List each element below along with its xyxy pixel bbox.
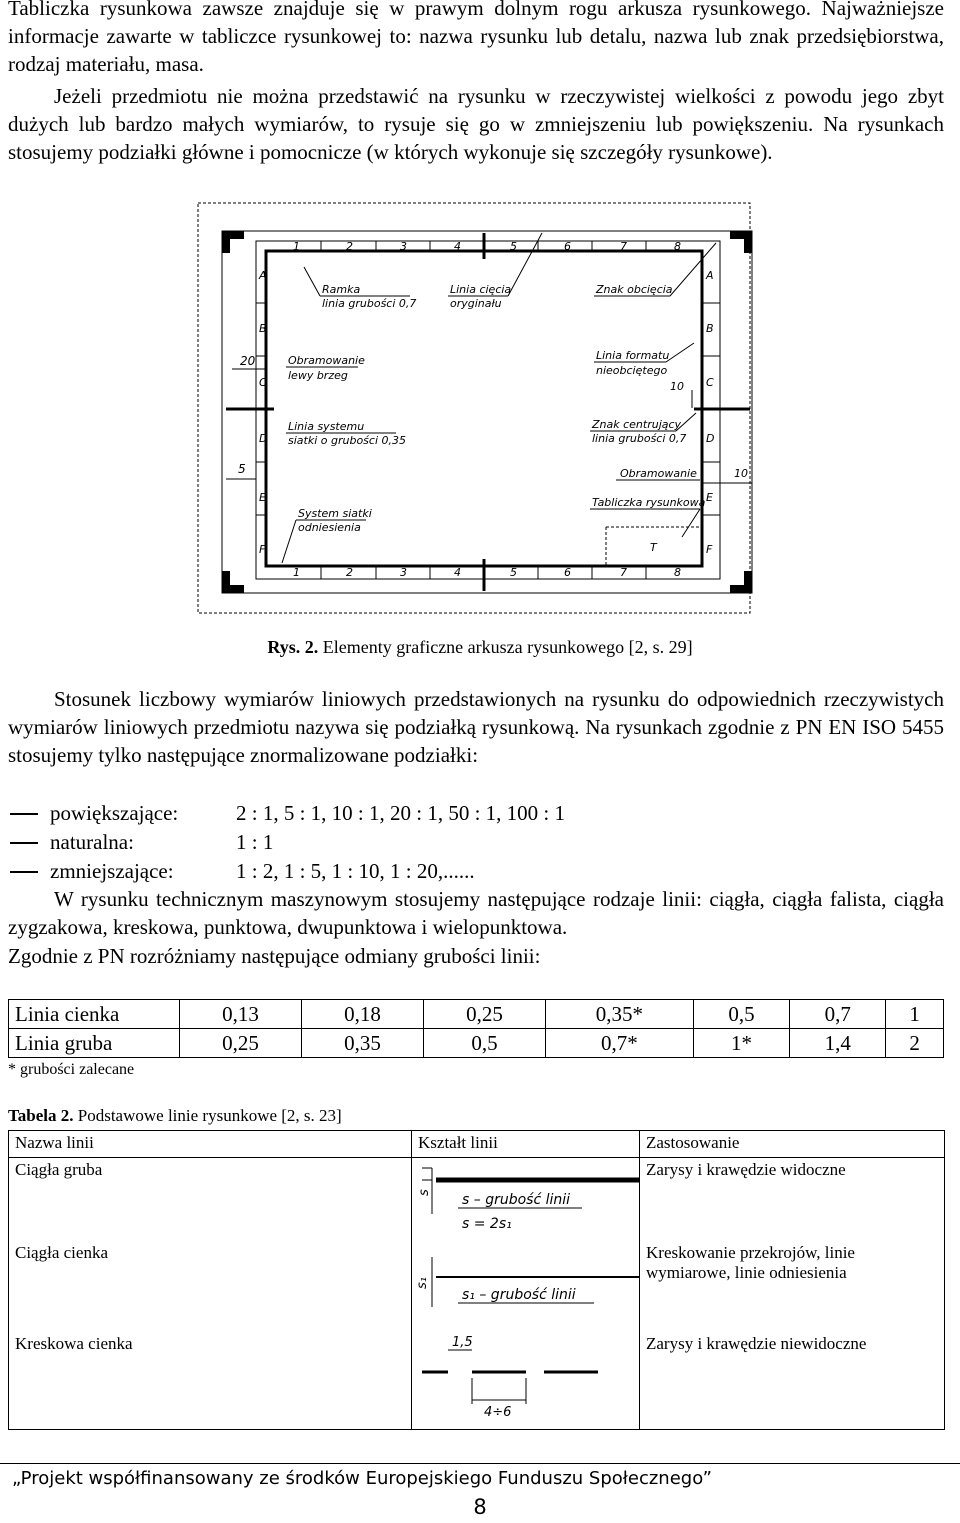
grid-row-d: D	[259, 432, 268, 445]
table-footnote: * grubości zalecane	[8, 1061, 135, 1078]
label-linia-systemu-2: siatki o grubości 0,35	[288, 434, 407, 447]
grid-col-5-bottom: 5	[510, 566, 517, 579]
grid-col-1: 1	[293, 240, 300, 253]
grid-row-c: C	[259, 376, 267, 389]
table-cell: 0,5	[424, 1029, 546, 1058]
header-line-shape: Kształt linii	[412, 1131, 640, 1158]
table-cell: 1,4	[790, 1029, 886, 1058]
line-shape-cell	[412, 1158, 640, 1242]
table-caption-label: Tabela 2.	[8, 1106, 74, 1125]
thin-line-sample	[412, 1241, 639, 1327]
label-linia-ciecia-2: oryginału	[450, 297, 502, 310]
scale-values: 1 : 2, 1 : 5, 1 : 10, 1 : 20,......	[236, 859, 475, 883]
grid-row-d-right: D	[706, 432, 715, 445]
grid-col-7: 7	[620, 240, 627, 253]
dash-bullet	[10, 813, 38, 815]
paragraph-scale-intro: Jeżeli przedmiotu nie można przedstawić na rysunku w rzeczywistej wielkości z powodu jego zbyt dużych lub bardzo małych wymiarów, to rysuje się go w zmniejszeniu lub powiększeniu. Na rysunkach stosujemy podziałki główne i pomocnicze (w których wykonuje się szczegóły rysunkowe).	[8, 84, 944, 164]
grid-column-labels-bottom	[293, 566, 681, 579]
label-obramowanie-lewy: Obramowanie	[288, 354, 365, 367]
grid-row-e: E	[259, 491, 266, 504]
table-row	[9, 1241, 945, 1332]
grid-col-6-bottom: 6	[564, 566, 571, 579]
table-row	[9, 1158, 945, 1242]
line-usage: Kreskowanie przekrojów, linie wymiarowe, linie odniesienia	[640, 1241, 945, 1332]
grid-row-a: A	[259, 269, 267, 282]
grid-row-f-right: F	[706, 543, 713, 556]
grid-col-6: 6	[564, 240, 571, 253]
label-linia-formatu-2: nieobciętego	[596, 364, 668, 377]
table-cell: 2	[886, 1029, 944, 1058]
grid-row-c-right: C	[706, 376, 714, 389]
paragraph-scale-definition: Stosunek liczbowy wymiarów liniowych przedstawionych na rysunku do odpowiednich rzeczywistych wymiarów liniowych przedmiotu nazywa się podziałką rysunkową. Na rysunkach zgodnie z PN EN ISO 5455 stosujemy tylko następujące znormalizowane podziałki:	[8, 687, 944, 767]
scales-list	[8, 799, 944, 886]
paragraph-title-block: Tabliczka rysunkowa zawsze znajduje się w prawym dolnym rogu arkusza rysunkowego. Najważniejsze informacje zawarte w tabliczce rysunkowej to: nazwa rysunku lub detalu, nazwa lub znak przedsiębiorstwa, rodzaj materiału, masa.	[8, 0, 944, 76]
list-item	[8, 799, 944, 828]
table-cell: 0,25	[180, 1029, 302, 1058]
grid-col-3: 3	[400, 240, 407, 253]
gap-label: 1,5	[452, 1335, 473, 1350]
label-tabliczka: Tabliczka rysunkowa	[592, 496, 706, 509]
table-cell: 0,35	[302, 1029, 424, 1058]
label-system-siatki: System siatki	[298, 507, 372, 520]
dash-bullet	[10, 842, 38, 844]
s1-label: s₁	[415, 1277, 430, 1289]
table-row	[9, 1029, 944, 1058]
figure-annotations	[238, 233, 748, 563]
line-shape-cell	[412, 1332, 640, 1430]
line-name: Ciągła gruba	[9, 1158, 412, 1242]
label-obramowanie: Obramowanie	[620, 467, 697, 480]
label-obramowanie-lewy-2: lewy brzeg	[288, 369, 348, 382]
thin-line-desc: s₁ – grubość linii	[462, 1287, 576, 1303]
figure-caption-label: Rys. 2.	[267, 637, 319, 657]
header-line-name: Nazwa linii	[9, 1131, 412, 1158]
line-thickness-table	[8, 999, 944, 1058]
s-label: s	[417, 1189, 432, 1196]
thick-line-desc: s – grubość linii	[462, 1192, 571, 1208]
header-usage: Zastosowanie	[640, 1131, 945, 1158]
label-linia-formatu: Linia formatu	[596, 349, 670, 362]
line-usage: Zarysy i krawędzie widoczne	[640, 1158, 945, 1242]
table-caption	[8, 1106, 342, 1126]
grid-col-7-bottom: 7	[620, 566, 627, 579]
table-cell: Linia gruba	[9, 1029, 180, 1058]
label-ramka-2: linia grubości 0,7	[322, 297, 417, 310]
label-linia-systemu: Linia systemu	[288, 420, 365, 433]
table-cell: 0,18	[302, 1000, 424, 1029]
grid-col-2: 2	[346, 240, 353, 253]
scale-label: naturalna:	[50, 830, 134, 854]
table-row	[9, 1332, 945, 1430]
dim-10-right: 10	[734, 467, 748, 480]
table-cell: 1	[886, 1000, 944, 1029]
table-cell: 0,35*	[546, 1000, 694, 1029]
footer-divider	[0, 1463, 960, 1464]
grid-row-e-right: E	[706, 491, 713, 504]
grid-col-3-bottom: 3	[400, 566, 407, 579]
thick-line-formula: s = 2s₁	[462, 1216, 512, 1232]
dashed-line-sample	[412, 1332, 639, 1424]
untrimmed-format-line	[198, 203, 750, 613]
table-cell: 0,25	[424, 1000, 546, 1029]
line-name: Kreskowa cienka	[9, 1332, 412, 1430]
scale-values: 1 : 1	[236, 830, 274, 854]
scale-label: zmniejszające:	[50, 859, 174, 883]
grid-row-labels-right	[705, 269, 714, 556]
grid-row-a-right: A	[706, 269, 714, 282]
grid-col-8-bottom: 8	[674, 566, 681, 579]
line-shape-cell	[412, 1241, 640, 1332]
basic-lines-table	[8, 1130, 945, 1430]
grid-col-5: 5	[510, 240, 517, 253]
grid-row-b-right: B	[706, 322, 714, 335]
table-cell: 0,7*	[546, 1029, 694, 1058]
drawing-sheet-diagram	[196, 193, 760, 619]
figure-caption	[0, 637, 960, 658]
label-system-siatki-2: odniesienia	[298, 521, 361, 534]
thick-line-sample	[412, 1158, 639, 1236]
paragraph-thickness-intro: Zgodnie z PN rozróżniamy następujące odmiany grubości linii:	[8, 944, 541, 968]
grid-col-4-bottom: 4	[454, 566, 461, 579]
grid-col-4: 4	[454, 240, 461, 253]
grid-col-8: 8	[674, 240, 681, 253]
figure-caption-text: Elementy graficzne arkusza rysunkowego [2, s. 29]	[318, 637, 693, 657]
page-number: 8	[473, 1495, 487, 1519]
scale-values: 2 : 1, 5 : 1, 10 : 1, 20 : 1, 50 : 1, 100 : 1	[236, 801, 566, 825]
table-cell: 0,13	[180, 1000, 302, 1029]
grid-col-2-bottom: 2	[346, 566, 353, 579]
label-znak-obciecia: Znak obcięcia	[596, 283, 673, 296]
dim-5: 5	[238, 462, 246, 476]
table-caption-text: Podstawowe linie rysunkowe [2, s. 23]	[73, 1106, 342, 1125]
grid-row-f: F	[259, 543, 266, 556]
list-item	[8, 828, 944, 857]
grid-row-b: B	[259, 322, 267, 335]
list-item	[8, 857, 944, 886]
dash-length-label: 4÷6	[484, 1405, 512, 1420]
table-cell: 0,5	[693, 1000, 789, 1029]
label-linia-ciecia: Linia cięcia	[450, 283, 512, 296]
drawing-sheet-figure	[196, 193, 760, 619]
line-name: Ciągła cienka	[9, 1241, 412, 1332]
table-header-row	[9, 1131, 945, 1158]
table-cell: Linia cienka	[9, 1000, 180, 1029]
paragraph-line-types: W rysunku technicznym maszynowym stosujemy następujące rodzaje linii: ciągła, ciągła falista, ciągła zygzakowa, kreskowa, punktowa, dwupunktowa i wielopunktowa.	[8, 887, 944, 939]
label-znak-centrujacy: Znak centrujący	[592, 418, 682, 431]
footer-project-note: „Projekt współfinansowany ze środków Europejskiego Funduszu Społecznego”	[12, 1468, 712, 1489]
label-ramka: Ramka	[322, 283, 361, 296]
grid-col-1-bottom: 1	[293, 566, 300, 579]
line-usage: Zarysy i krawędzie niewidoczne	[640, 1332, 945, 1430]
dim-20: 20	[240, 354, 256, 368]
table-row	[9, 1000, 944, 1029]
label-znak-centrujacy-2: linia grubości 0,7	[592, 432, 687, 445]
label-t: T	[650, 541, 657, 554]
dash-bullet	[10, 871, 38, 873]
dim-10-upper: 10	[670, 380, 684, 393]
scale-label: powiększające:	[50, 801, 179, 825]
table-cell: 0,7	[790, 1000, 886, 1029]
table-cell: 1*	[693, 1029, 789, 1058]
